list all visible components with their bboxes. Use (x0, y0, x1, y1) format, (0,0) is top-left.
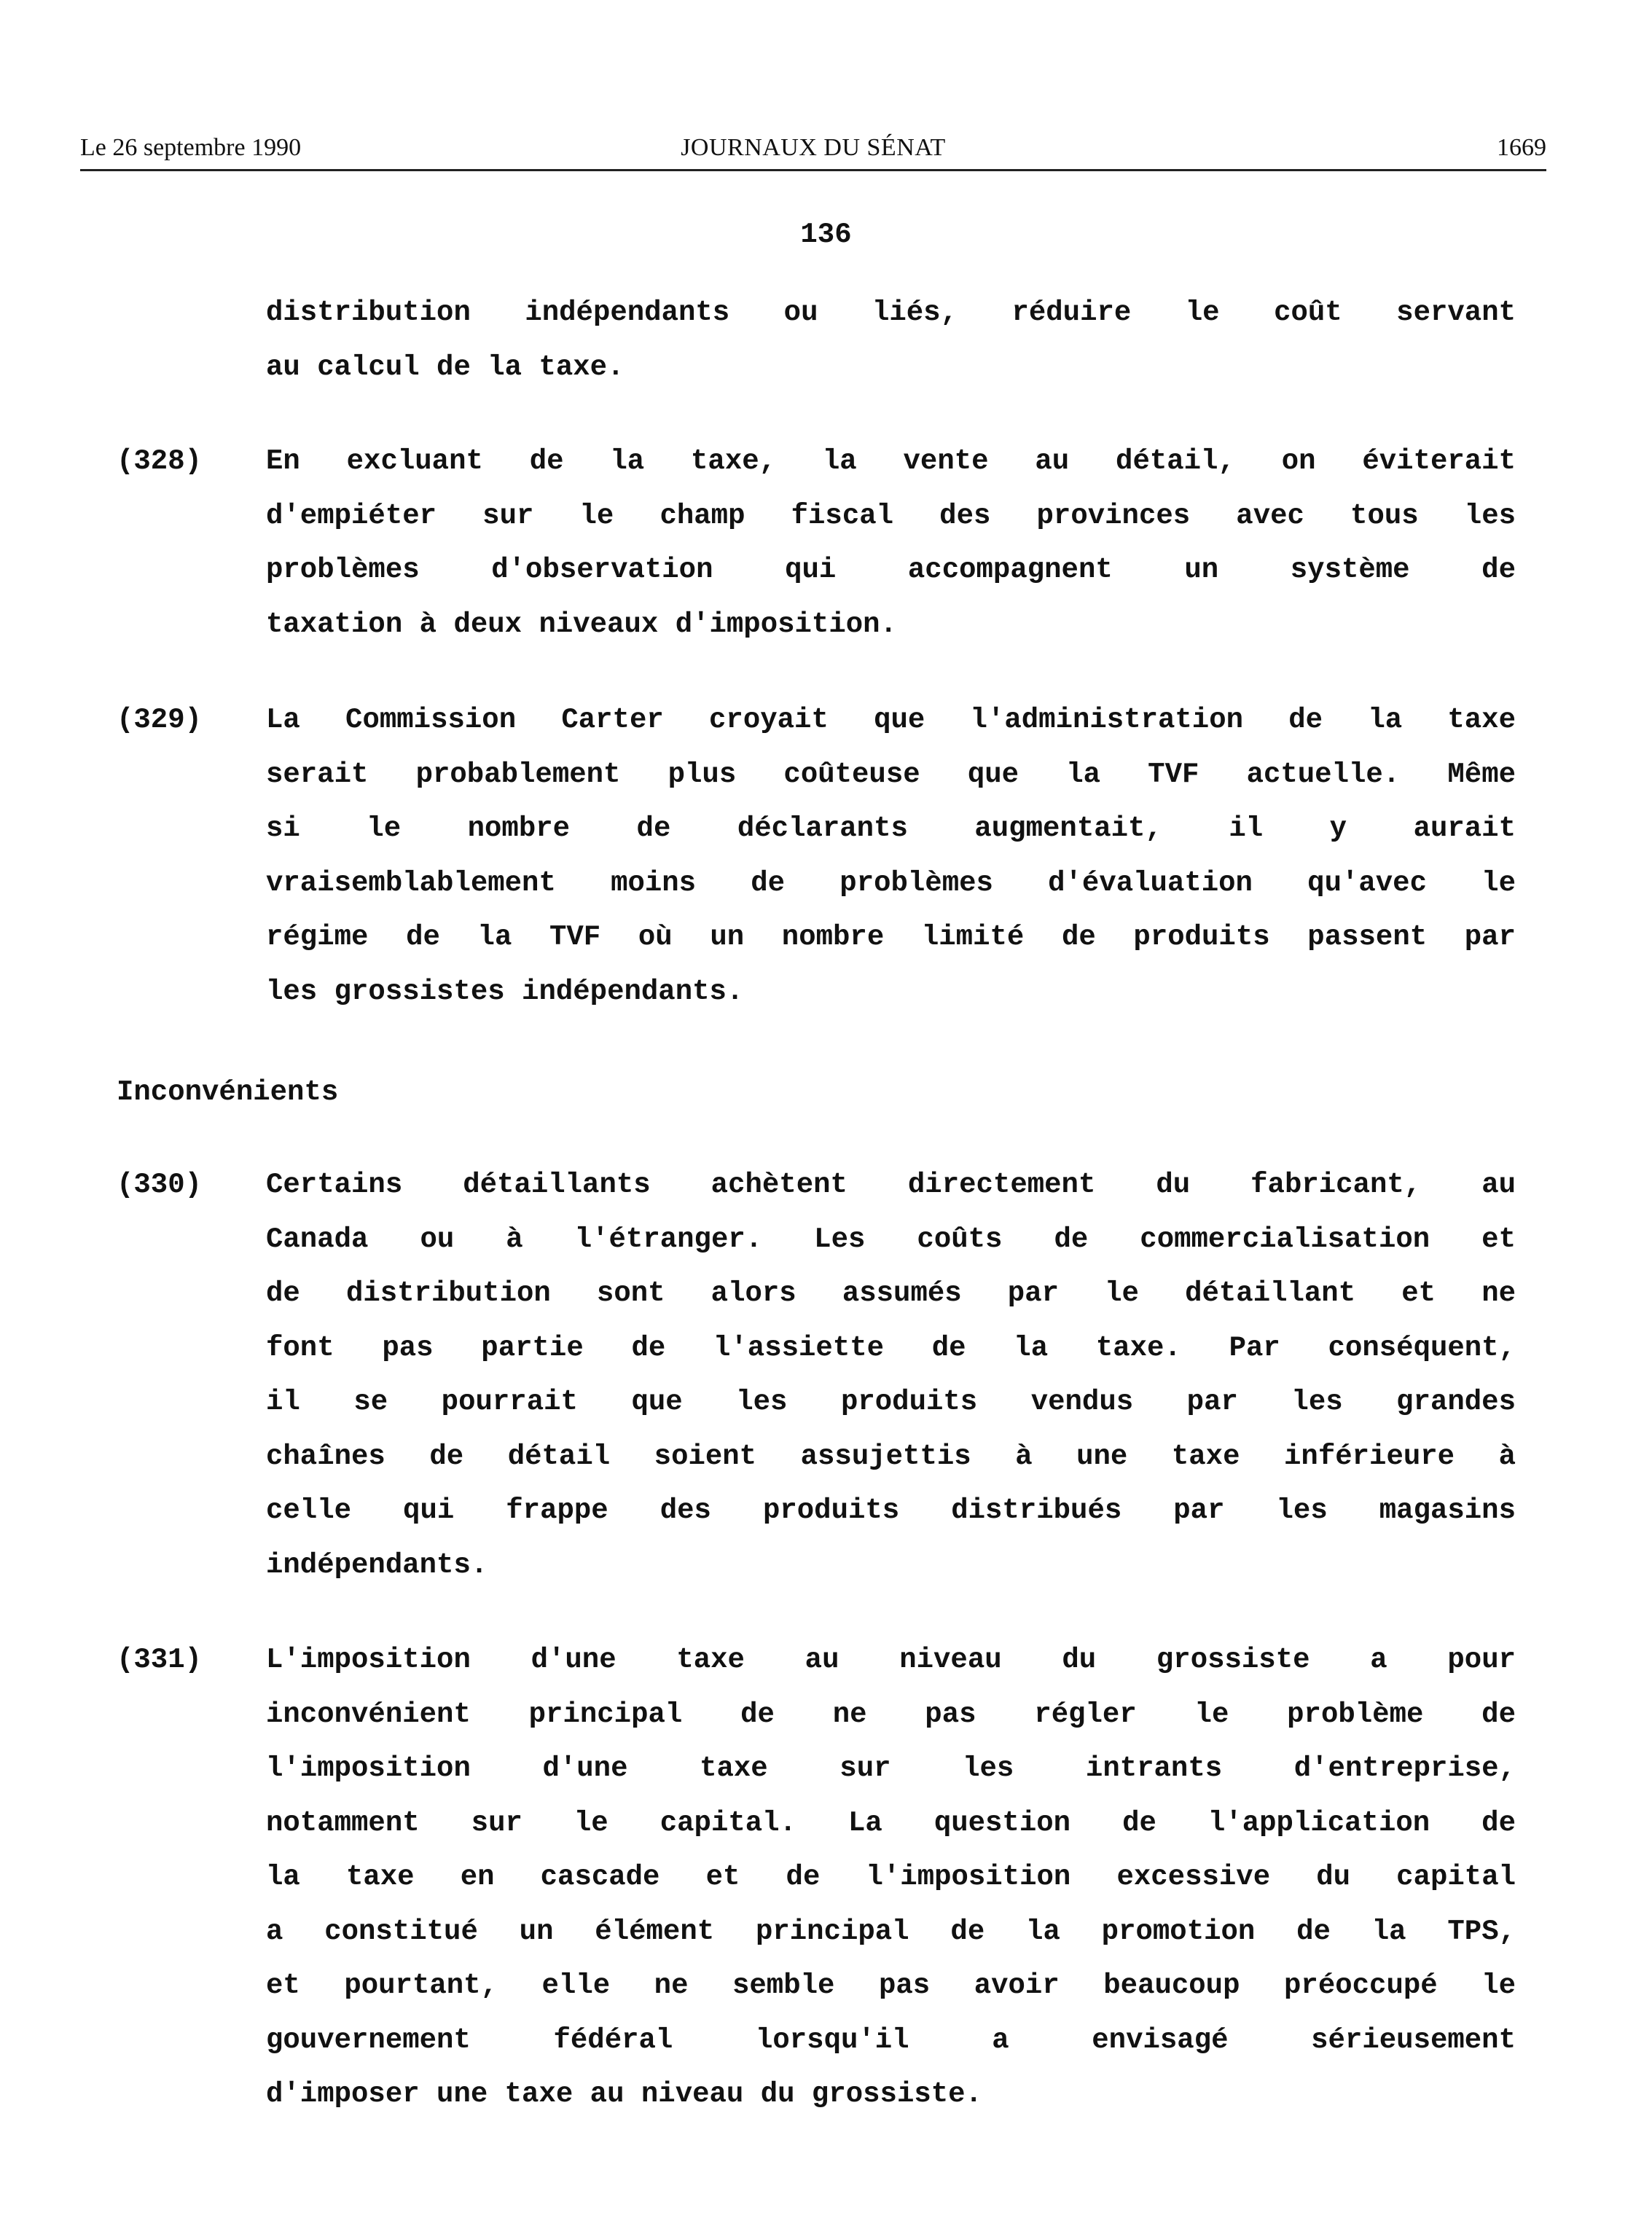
text-line: celle qui frappe des produits distribués par les magasins (266, 1494, 1516, 1526)
paragraph-text (266, 1633, 1516, 2122)
paragraph-number: (328) (117, 445, 203, 477)
text-line: L'imposition d'une taxe au niveau du grossiste a pour (266, 1644, 1516, 1676)
document-page-number: 136 (800, 219, 852, 251)
paragraph-text (266, 1158, 1516, 1592)
text-line: et pourtant, elle ne semble pas avoir beaucoup préoccupé le (266, 1970, 1516, 2002)
text-line: si le nombre de déclarants augmentait, il y aurait (266, 812, 1516, 844)
text-line: d'imposer une taxe au niveau du grossiste. (266, 2078, 982, 2110)
text-line: Certains détaillants achètent directement du fabricant, au (266, 1169, 1516, 1201)
text-line: régime de la TVF où un nombre limité de produits passent par (266, 921, 1516, 953)
text-line: les grossistes indépendants. (266, 975, 744, 1008)
running-header (80, 128, 1546, 171)
header-page-number: 1669 (1497, 134, 1546, 161)
text-line: de distribution sont alors assumés par le détaillant et ne (266, 1277, 1516, 1309)
text-line: distribution indépendants ou liés, réduire le coût servant (266, 297, 1516, 329)
paragraph-text (266, 434, 1516, 651)
text-line: la taxe en cascade et de l'imposition excessive du capital (266, 1861, 1516, 1893)
text-line: inconvénient principal de ne pas régler le problème de (266, 1698, 1516, 1731)
paragraph-number: (330) (117, 1169, 203, 1201)
text-line: En excluant de la taxe, la vente au détail, on éviterait (266, 445, 1516, 477)
paragraph-number: (331) (117, 1644, 203, 1676)
text-line: au calcul de la taxe. (266, 350, 625, 383)
text-line: notamment sur le capital. La question de l'application de (266, 1806, 1516, 1839)
text-line: il se pourrait que les produits vendus par les grandes (266, 1386, 1516, 1418)
continued-paragraph (266, 286, 1516, 394)
header-journal-title: JOURNAUX DU SÉNAT (681, 134, 946, 161)
text-line: d'empiéter sur le champ fiscal des provinces avec tous les (266, 499, 1516, 532)
text-line: Canada ou à l'étranger. Les coûts de commercialisation et (266, 1223, 1516, 1255)
text-line: problèmes d'observation qui accompagnent un système de (266, 554, 1516, 586)
text-line: serait probablement plus coûteuse que la TVF actuelle. Même (266, 758, 1516, 791)
text-line: font pas partie de l'assiette de la taxe. Par conséquent, (266, 1331, 1516, 1364)
paragraph-number: (329) (117, 704, 203, 736)
text-line: vraisemblablement moins de problèmes d'évaluation qu'avec le (266, 866, 1516, 899)
section-heading: Inconvénients (117, 1076, 339, 1108)
text-line: indépendants. (266, 1548, 488, 1581)
header-date: Le 26 septembre 1990 (80, 134, 302, 161)
paragraph-text (266, 693, 1516, 1019)
text-line: La Commission Carter croyait que l'administration de la taxe (266, 704, 1516, 736)
text-line: gouvernement fédéral lorsqu'il a envisagé sérieusement (266, 2023, 1516, 2056)
text-line: a constitué un élément principal de la promotion de la TPS, (266, 1915, 1516, 1948)
text-line: l'imposition d'une taxe sur les intrants d'entreprise, (266, 1752, 1516, 1784)
text-line: taxation à deux niveaux d'imposition. (266, 608, 897, 640)
text-line: chaînes de détail soient assujettis à une taxe inférieure à (266, 1440, 1516, 1473)
